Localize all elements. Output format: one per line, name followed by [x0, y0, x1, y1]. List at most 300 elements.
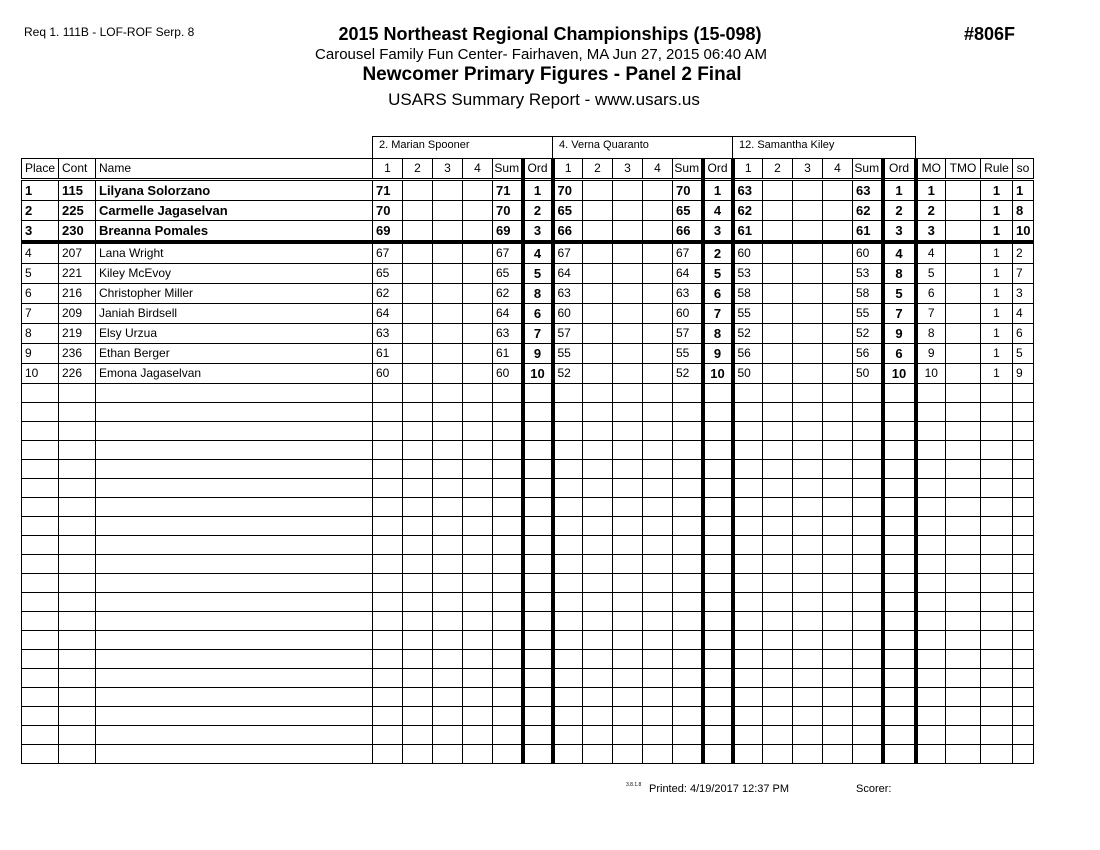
cell-j1-s4: [463, 344, 493, 364]
cell-j3-s3: [793, 517, 823, 536]
cell-j1-s1: 71: [373, 180, 403, 201]
cell-j2-sum: 66: [673, 221, 703, 243]
cell-j1-ord: 2: [523, 201, 553, 221]
cell-place: [22, 574, 59, 593]
cell-j2-sum: [673, 574, 703, 593]
cell-cont: [59, 574, 96, 593]
empty-row: [22, 403, 1034, 422]
cell-cont: 225: [59, 201, 96, 221]
cell-so: 3: [1013, 284, 1034, 304]
table-row: [22, 264, 1034, 284]
j1-col-1: 1: [373, 159, 403, 180]
cell-name: [96, 650, 373, 669]
cell-j3-sum: 53: [853, 264, 883, 284]
cell-j2-s4: [643, 745, 673, 764]
cell-j3-s2: [763, 364, 793, 384]
cell-j2-s3: [613, 555, 643, 574]
cell-j1-s4: [463, 745, 493, 764]
cell-j2-s2: [583, 631, 613, 650]
empty-row: [22, 650, 1034, 669]
cell-j1-s2: [403, 574, 433, 593]
cell-j1-s3: [433, 324, 463, 344]
cell-j3-s1: [733, 555, 763, 574]
cell-j1-ord: [523, 517, 553, 536]
cell-j1-s3: [433, 574, 463, 593]
cell-j3-s3: [793, 726, 823, 745]
cell-j3-s4: [823, 479, 853, 498]
cell-j3-sum: [853, 460, 883, 479]
results-table: [21, 158, 1034, 764]
cell-j3-sum: 60: [853, 242, 883, 264]
cell-so: [1013, 460, 1034, 479]
cell-j3-ord: 8: [883, 264, 916, 284]
cell-j1-s4: [463, 201, 493, 221]
cell-tmo: [946, 180, 981, 201]
cell-j1-s2: [403, 631, 433, 650]
cell-j3-ord: [883, 574, 916, 593]
cell-j2-s3: [613, 264, 643, 284]
cell-rule: [981, 460, 1013, 479]
cell-j3-s4: [823, 669, 853, 688]
cell-name: [96, 422, 373, 441]
empty-row: [22, 745, 1034, 764]
cell-j2-s1: [553, 650, 583, 669]
col-place: Place: [22, 159, 59, 180]
cell-j1-sum: [493, 612, 523, 631]
cell-j3-s2: [763, 536, 793, 555]
cell-cont: 226: [59, 364, 96, 384]
cell-j3-s2: [763, 403, 793, 422]
cell-j1-s3: [433, 441, 463, 460]
cell-j3-ord: 9: [883, 324, 916, 344]
table-row: [22, 242, 1034, 264]
cell-so: [1013, 745, 1034, 764]
cell-j2-ord: 10: [703, 364, 733, 384]
cell-j1-s3: [433, 364, 463, 384]
cell-j2-s1: 55: [553, 344, 583, 364]
cell-j1-s1: 60: [373, 364, 403, 384]
cell-j2-s1: [553, 745, 583, 764]
cell-j1-s4: [463, 612, 493, 631]
cell-rule: [981, 707, 1013, 726]
cell-j1-s2: [403, 669, 433, 688]
cell-j2-ord: [703, 517, 733, 536]
cell-j1-s2: [403, 745, 433, 764]
cell-j1-s2: [403, 264, 433, 284]
cell-j3-s4: [823, 221, 853, 243]
cell-rule: 1: [981, 180, 1013, 201]
cell-place: [22, 498, 59, 517]
cell-j1-ord: [523, 422, 553, 441]
cell-j1-s2: [403, 707, 433, 726]
cell-so: [1013, 650, 1034, 669]
cell-j1-s2: [403, 304, 433, 324]
cell-j3-s3: [793, 479, 823, 498]
cell-j2-s1: [553, 403, 583, 422]
cell-tmo: [946, 364, 981, 384]
cell-tmo: [946, 242, 981, 264]
cell-j2-s3: [613, 726, 643, 745]
cell-cont: [59, 422, 96, 441]
cell-j1-sum: [493, 498, 523, 517]
cell-j1-s4: [463, 555, 493, 574]
cell-so: 1: [1013, 180, 1034, 201]
cell-name: [96, 460, 373, 479]
cell-tmo: [946, 422, 981, 441]
cell-cont: 221: [59, 264, 96, 284]
cell-j3-s4: [823, 180, 853, 201]
cell-name: [96, 517, 373, 536]
cell-j1-s1: 63: [373, 324, 403, 344]
cell-j2-ord: 8: [703, 324, 733, 344]
cell-mo: 3: [916, 221, 946, 243]
empty-row: [22, 460, 1034, 479]
cell-j2-s1: 64: [553, 264, 583, 284]
cell-j1-ord: [523, 574, 553, 593]
cell-j2-s2: [583, 726, 613, 745]
cell-tmo: [946, 498, 981, 517]
cell-j2-s1: [553, 498, 583, 517]
cell-j1-s1: [373, 745, 403, 764]
cell-j2-s3: [613, 688, 643, 707]
j2-col-1: 1: [553, 159, 583, 180]
printed-timestamp: Printed: 4/19/2017 12:37 PM: [649, 783, 790, 795]
cell-name: Ethan Berger: [96, 344, 373, 364]
cell-tmo: [946, 344, 981, 364]
cell-mo: [916, 707, 946, 726]
cell-j3-ord: [883, 460, 916, 479]
cell-j3-sum: [853, 498, 883, 517]
cell-j2-sum: [673, 536, 703, 555]
cell-j2-s1: 65: [553, 201, 583, 221]
cell-j1-s3: [433, 344, 463, 364]
cell-j3-sum: [853, 536, 883, 555]
cell-j3-sum: [853, 384, 883, 403]
cell-j1-s4: [463, 242, 493, 264]
cell-place: [22, 441, 59, 460]
cell-place: [22, 593, 59, 612]
cell-j1-s3: [433, 221, 463, 243]
cell-j2-s1: 57: [553, 324, 583, 344]
cell-j3-s1: [733, 498, 763, 517]
cell-j2-ord: [703, 441, 733, 460]
cell-j3-ord: [883, 707, 916, 726]
cell-j2-sum: [673, 669, 703, 688]
cell-mo: 4: [916, 242, 946, 264]
cell-j3-s2: [763, 422, 793, 441]
cell-j3-s1: 53: [733, 264, 763, 284]
cell-j1-s3: [433, 403, 463, 422]
cell-so: [1013, 726, 1034, 745]
cell-j3-ord: 2: [883, 201, 916, 221]
cell-j2-ord: [703, 403, 733, 422]
cell-j1-sum: [493, 726, 523, 745]
cell-j3-s2: [763, 555, 793, 574]
empty-row: [22, 574, 1034, 593]
cell-j3-s4: [823, 707, 853, 726]
cell-j3-ord: [883, 593, 916, 612]
cell-so: [1013, 422, 1034, 441]
cell-tmo: [946, 460, 981, 479]
j1-col-ord: Ord: [523, 159, 553, 180]
cell-so: 2: [1013, 242, 1034, 264]
cell-j1-sum: 70: [493, 201, 523, 221]
cell-j2-s4: [643, 221, 673, 243]
cell-j2-ord: 4: [703, 201, 733, 221]
cell-place: 6: [22, 284, 59, 304]
cell-cont: 219: [59, 324, 96, 344]
cell-j3-s3: [793, 324, 823, 344]
table-row: [22, 364, 1034, 384]
cell-j3-ord: [883, 555, 916, 574]
j1-col-4: 4: [463, 159, 493, 180]
cell-j2-s2: [583, 612, 613, 631]
cell-j2-sum: [673, 441, 703, 460]
cell-mo: [916, 669, 946, 688]
cell-j2-s3: [613, 745, 643, 764]
cell-mo: [916, 745, 946, 764]
cell-j3-s4: [823, 422, 853, 441]
cell-j3-s4: [823, 384, 853, 403]
cell-j2-s4: [643, 593, 673, 612]
cell-name: [96, 441, 373, 460]
version-text: 3.8.1.8: [626, 782, 642, 788]
cell-j3-s1: [733, 726, 763, 745]
cell-j2-sum: 55: [673, 344, 703, 364]
cell-mo: [916, 479, 946, 498]
cell-j1-s1: 69: [373, 221, 403, 243]
cell-name: [96, 403, 373, 422]
cell-tmo: [946, 650, 981, 669]
j3-col-4: 4: [823, 159, 853, 180]
cell-j1-ord: [523, 745, 553, 764]
cell-mo: [916, 726, 946, 745]
empty-row: [22, 384, 1034, 403]
cell-j1-ord: [523, 726, 553, 745]
cell-j2-s4: [643, 498, 673, 517]
cell-j3-sum: [853, 517, 883, 536]
cell-place: [22, 460, 59, 479]
cell-j2-s3: [613, 364, 643, 384]
cell-j2-s1: [553, 555, 583, 574]
cell-so: 10: [1013, 221, 1034, 243]
cell-name: Christopher Miller: [96, 284, 373, 304]
cell-j1-sum: [493, 460, 523, 479]
cell-tmo: [946, 479, 981, 498]
empty-row: [22, 593, 1034, 612]
cell-j1-ord: [523, 707, 553, 726]
cell-j2-s3: [613, 498, 643, 517]
cell-j3-s4: [823, 631, 853, 650]
cell-j3-s3: [793, 498, 823, 517]
cell-cont: 209: [59, 304, 96, 324]
cell-tmo: [946, 631, 981, 650]
cell-j2-s2: [583, 324, 613, 344]
cell-j1-sum: 69: [493, 221, 523, 243]
cell-j1-sum: [493, 650, 523, 669]
cell-j3-sum: [853, 574, 883, 593]
j2-col-sum: Sum: [673, 159, 703, 180]
cell-j1-sum: [493, 688, 523, 707]
cell-j3-sum: 63: [853, 180, 883, 201]
cell-j2-s1: 70: [553, 180, 583, 201]
j2-col-2: 2: [583, 159, 613, 180]
j3-col-1: 1: [733, 159, 763, 180]
cell-j3-ord: 6: [883, 344, 916, 364]
cell-j3-s2: [763, 479, 793, 498]
cell-name: Breanna Pomales: [96, 221, 373, 243]
cell-place: [22, 688, 59, 707]
cell-j3-s3: [793, 384, 823, 403]
cell-j3-s3: [793, 669, 823, 688]
cell-so: 7: [1013, 264, 1034, 284]
cell-j2-s4: [643, 264, 673, 284]
cell-j2-ord: [703, 479, 733, 498]
cell-j3-s2: [763, 284, 793, 304]
j3-col-ord: Ord: [883, 159, 916, 180]
cell-j2-s2: [583, 364, 613, 384]
cell-cont: [59, 403, 96, 422]
cell-tmo: [946, 536, 981, 555]
cell-j1-ord: 10: [523, 364, 553, 384]
cell-j2-sum: [673, 422, 703, 441]
cell-j2-s1: 52: [553, 364, 583, 384]
cell-mo: 10: [916, 364, 946, 384]
cell-place: [22, 517, 59, 536]
cell-tmo: [946, 221, 981, 243]
cell-j3-sum: [853, 479, 883, 498]
cell-j3-s1: [733, 593, 763, 612]
cell-j2-s2: [583, 460, 613, 479]
cell-j3-sum: 61: [853, 221, 883, 243]
cell-j1-s1: [373, 593, 403, 612]
cell-place: [22, 403, 59, 422]
cell-j1-ord: [523, 688, 553, 707]
cell-j3-s1: 60: [733, 242, 763, 264]
cell-j3-s3: [793, 555, 823, 574]
table-row: [22, 221, 1034, 243]
cell-j1-s2: [403, 201, 433, 221]
cell-j2-ord: [703, 631, 733, 650]
cell-j1-s1: [373, 631, 403, 650]
cell-j3-s4: [823, 403, 853, 422]
cell-j2-s3: [613, 242, 643, 264]
cell-j2-s2: [583, 650, 613, 669]
cell-j1-ord: [523, 479, 553, 498]
cell-so: [1013, 707, 1034, 726]
cell-so: [1013, 555, 1034, 574]
cell-j1-ord: [523, 650, 553, 669]
cell-place: 8: [22, 324, 59, 344]
cell-name: [96, 726, 373, 745]
cell-j2-ord: [703, 726, 733, 745]
cell-j2-sum: [673, 707, 703, 726]
cell-j3-sum: [853, 612, 883, 631]
cell-j2-s2: [583, 441, 613, 460]
cell-mo: 1: [916, 180, 946, 201]
cell-j1-sum: [493, 574, 523, 593]
cell-j3-s1: [733, 441, 763, 460]
cell-so: 8: [1013, 201, 1034, 221]
cell-mo: [916, 403, 946, 422]
cell-j1-s1: 67: [373, 242, 403, 264]
cell-j2-s1: [553, 384, 583, 403]
cell-j1-s4: [463, 364, 493, 384]
cell-j2-sum: [673, 555, 703, 574]
cell-name: Lana Wright: [96, 242, 373, 264]
cell-j1-s3: [433, 688, 463, 707]
cell-mo: [916, 631, 946, 650]
cell-j1-s4: [463, 324, 493, 344]
cell-j1-s1: 65: [373, 264, 403, 284]
cell-so: 5: [1013, 344, 1034, 364]
cell-j3-s2: [763, 650, 793, 669]
cell-j1-s1: [373, 441, 403, 460]
cell-j2-sum: [673, 631, 703, 650]
cell-j3-ord: [883, 631, 916, 650]
cell-so: [1013, 612, 1034, 631]
cell-rule: [981, 403, 1013, 422]
cell-j2-s4: [643, 669, 673, 688]
cell-j1-s3: [433, 631, 463, 650]
j2-col-3: 3: [613, 159, 643, 180]
cell-j2-s2: [583, 479, 613, 498]
cell-j2-sum: 63: [673, 284, 703, 304]
cell-j2-s2: [583, 264, 613, 284]
cell-j1-s3: [433, 669, 463, 688]
cell-cont: [59, 707, 96, 726]
cell-j2-s4: [643, 324, 673, 344]
cell-j3-s4: [823, 324, 853, 344]
cell-j2-s1: 66: [553, 221, 583, 243]
cell-j2-s2: [583, 555, 613, 574]
cell-j3-s3: [793, 460, 823, 479]
cell-j3-sum: [853, 555, 883, 574]
cell-j3-s2: [763, 669, 793, 688]
header-row: [22, 159, 1034, 180]
cell-place: [22, 669, 59, 688]
cell-j3-ord: [883, 517, 916, 536]
cell-j3-ord: 10: [883, 364, 916, 384]
cell-j3-s1: 63: [733, 180, 763, 201]
table-row: [22, 304, 1034, 324]
cell-j3-s1: [733, 422, 763, 441]
cell-tmo: [946, 304, 981, 324]
cell-j1-s4: [463, 460, 493, 479]
cell-j3-s2: [763, 180, 793, 201]
cell-cont: [59, 536, 96, 555]
cell-j2-s1: [553, 517, 583, 536]
cell-j2-ord: [703, 593, 733, 612]
cell-j2-sum: 67: [673, 242, 703, 264]
cell-j3-s2: [763, 441, 793, 460]
cell-mo: [916, 517, 946, 536]
cell-j3-s2: [763, 688, 793, 707]
cell-j1-sum: [493, 555, 523, 574]
cell-mo: [916, 460, 946, 479]
cell-j3-sum: 50: [853, 364, 883, 384]
cell-j1-sum: [493, 669, 523, 688]
cell-j3-s2: [763, 344, 793, 364]
cell-j1-ord: [523, 384, 553, 403]
cell-rule: [981, 536, 1013, 555]
cell-j1-s4: [463, 593, 493, 612]
cell-j2-s3: [613, 384, 643, 403]
cell-cont: [59, 745, 96, 764]
cell-j3-s1: 52: [733, 324, 763, 344]
cell-mo: [916, 422, 946, 441]
cell-j3-s4: [823, 284, 853, 304]
